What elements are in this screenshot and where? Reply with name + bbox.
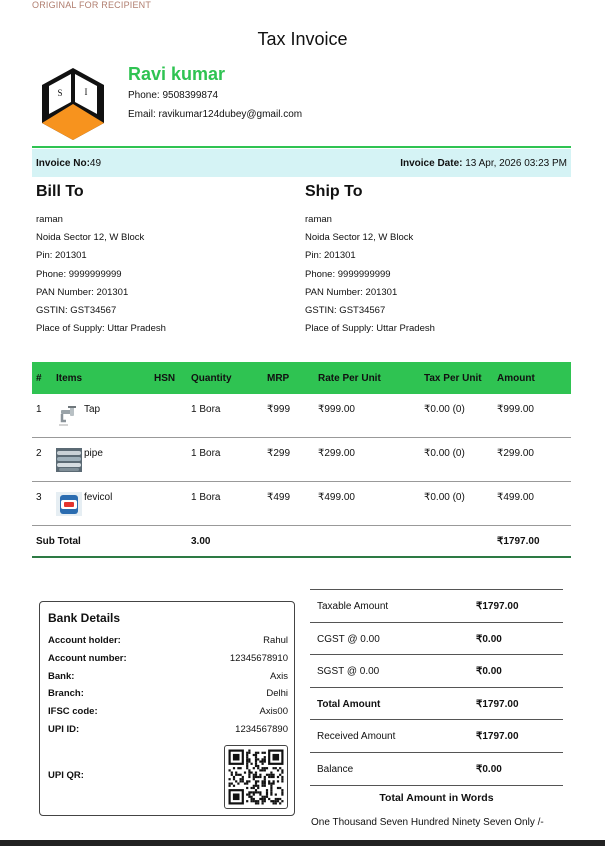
- totals-row-total: [310, 688, 563, 721]
- row-tax: ₹0.00 (0): [420, 394, 493, 438]
- totals-row-received: [310, 720, 563, 753]
- subtotal-amount: ₹1797.00: [493, 526, 571, 558]
- totals-label: Received Amount: [317, 731, 396, 743]
- bank-value: 12345678910: [229, 653, 288, 664]
- row-hsn: [150, 438, 187, 482]
- row-quantity: 1 Bora: [187, 438, 263, 482]
- row-amount: ₹499.00: [493, 482, 571, 526]
- bank-label: Account holder:: [48, 635, 121, 646]
- bill-to-phone: Phone: 9999999999: [36, 268, 122, 280]
- bank-label: Branch:: [48, 688, 84, 699]
- ship-to-section: [305, 183, 435, 338]
- bank-row-account-holder: [48, 635, 288, 647]
- row-hsn: [150, 482, 187, 526]
- upi-qr-label: UPI QR:: [48, 770, 84, 781]
- bank-label: Account number:: [48, 653, 127, 664]
- amount-in-words-heading: Total Amount in Words: [379, 792, 494, 804]
- row-mrp: ₹299: [263, 438, 314, 482]
- row-rate: ₹499.00: [314, 482, 420, 526]
- invoice-number-value: 49: [89, 158, 102, 169]
- row-rate: ₹999.00: [314, 394, 420, 438]
- bill-to-pan: PAN Number: 201301: [36, 286, 129, 298]
- bank-value: Axis00: [259, 706, 288, 717]
- totals-row-sgst: [310, 655, 563, 688]
- company-name: Ravi kumar: [128, 64, 226, 84]
- totals-value: ₹0.00: [476, 633, 502, 645]
- col-header-index: #: [32, 362, 52, 394]
- bank-value: Axis: [270, 671, 288, 682]
- invoice-date: [400, 158, 567, 169]
- totals-label: CGST @ 0.00: [317, 633, 380, 645]
- ship-to-pin: Pin: 201301: [305, 250, 356, 262]
- bill-to-heading: Bill To: [36, 183, 84, 200]
- col-header-amount: Amount: [493, 362, 571, 394]
- ship-to-place-of-supply: Place of Supply: Uttar Pradesh: [305, 323, 435, 335]
- bank-value: 1234567890: [235, 724, 288, 735]
- totals-label: Taxable Amount: [317, 601, 389, 612]
- upi-qr-code: [224, 745, 288, 809]
- totals-row-balance: [310, 753, 563, 786]
- row-index: 3: [32, 482, 52, 526]
- row-mrp: ₹499: [263, 482, 314, 526]
- totals-value: ₹0.00: [476, 763, 502, 775]
- bank-row-bank: [48, 671, 288, 683]
- totals-value: ₹1797.00: [476, 601, 519, 612]
- bill-to-pin: Pin: 201301: [36, 250, 87, 262]
- company-logo: [40, 66, 106, 142]
- bank-row-branch: [48, 688, 288, 700]
- invoice-date-label: Invoice Date:: [400, 158, 463, 169]
- invoice-info-bar: [32, 149, 571, 177]
- bank-label: Bank:: [48, 671, 75, 682]
- row-index: 2: [32, 438, 52, 482]
- company-phone: Phone: 9508399874: [128, 90, 219, 101]
- bill-to-name: raman: [36, 214, 63, 225]
- ship-to-gstin: GSTIN: GST34567: [305, 304, 386, 316]
- bill-to-place-of-supply: Place of Supply: Uttar Pradesh: [36, 323, 166, 335]
- col-header-hsn: HSN: [150, 362, 187, 394]
- bank-value: Delhi: [266, 688, 288, 699]
- col-header-quantity: Quantity: [187, 362, 263, 394]
- totals-row-taxable: [310, 589, 563, 623]
- row-rate: ₹299.00: [314, 438, 420, 482]
- table-row: [32, 438, 571, 482]
- table-row: [32, 482, 571, 526]
- qr-code-icon: [225, 746, 287, 808]
- row-tax: ₹0.00 (0): [420, 438, 493, 482]
- row-index: 1: [32, 394, 52, 438]
- invoice-number: [36, 158, 101, 169]
- amount-in-words: One Thousand Seven Hundred Ninety Seven Only /-: [311, 817, 544, 828]
- col-header-tax: Tax Per Unit: [420, 362, 493, 394]
- logo-letter-i: I: [84, 87, 88, 97]
- row-item-name: Tap: [84, 404, 101, 415]
- bill-to-gstin: GSTIN: GST34567: [36, 304, 117, 316]
- ship-to-address: Noida Sector 12, W Block: [305, 232, 414, 244]
- col-header-items: Items: [52, 362, 150, 394]
- row-amount: ₹999.00: [493, 394, 571, 438]
- row-mrp: ₹999: [263, 394, 314, 438]
- bank-row-ifsc: [48, 706, 288, 718]
- row-hsn: [150, 394, 187, 438]
- row-quantity: 1 Bora: [187, 482, 263, 526]
- bank-value: Rahul: [263, 635, 288, 646]
- subtotal-quantity: 3.00: [187, 526, 263, 558]
- col-header-rate: Rate Per Unit: [314, 362, 420, 394]
- bank-label: IFSC code:: [48, 706, 98, 717]
- table-row: [32, 394, 571, 438]
- row-item: [52, 482, 150, 526]
- ship-to-name: raman: [305, 214, 332, 225]
- bank-row-upi-id: [48, 724, 288, 736]
- page-bottom-bar: [0, 840, 605, 846]
- bank-details-heading: Bank Details: [48, 611, 121, 625]
- copy-label: ORIGINAL FOR RECIPIENT: [32, 0, 152, 10]
- totals-value: ₹1797.00: [476, 698, 519, 710]
- totals-label: SGST @ 0.00: [317, 666, 380, 678]
- bill-to-section: [36, 183, 166, 338]
- document-title: Tax Invoice: [257, 29, 348, 49]
- totals-value: ₹0.00: [476, 666, 502, 678]
- subtotal-label: Sub Total: [32, 526, 187, 558]
- row-tax: ₹0.00 (0): [420, 482, 493, 526]
- bank-label: UPI ID:: [48, 724, 80, 735]
- totals-summary: [310, 589, 563, 786]
- row-quantity: 1 Bora: [187, 394, 263, 438]
- pipe-icon: [56, 448, 82, 472]
- row-item-name: fevicol: [84, 492, 113, 503]
- bank-details-box: [39, 601, 295, 816]
- bank-row-account-number: [48, 653, 288, 665]
- ship-to-phone: Phone: 9999999999: [305, 268, 391, 280]
- fevicol-icon: [56, 492, 82, 516]
- totals-label: Total Amount: [317, 698, 381, 710]
- invoice-number-label: Invoice No:: [36, 158, 90, 169]
- logo-letter-s: S: [57, 88, 63, 98]
- totals-label: Balance: [317, 763, 354, 775]
- totals-value: ₹1797.00: [476, 731, 519, 743]
- row-amount: ₹299.00: [493, 438, 571, 482]
- items-header-row: [32, 362, 571, 394]
- items-table: [32, 362, 571, 558]
- invoice-date-value: 13 Apr, 2026 03:23 PM: [462, 158, 567, 169]
- bill-to-address: Noida Sector 12, W Block: [36, 232, 145, 244]
- row-item: [52, 394, 150, 438]
- row-item-name: pipe: [84, 448, 103, 459]
- header-divider: [32, 146, 571, 148]
- ship-to-pan: PAN Number: 201301: [305, 286, 398, 298]
- col-header-mrp: MRP: [263, 362, 314, 394]
- tap-icon: [56, 404, 82, 428]
- row-item: [52, 438, 150, 482]
- subtotal-row: [32, 526, 571, 558]
- ship-to-heading: Ship To: [305, 183, 363, 200]
- company-email: Email: ravikumar124dubey@gmail.com: [128, 109, 303, 120]
- totals-row-cgst: [310, 623, 563, 656]
